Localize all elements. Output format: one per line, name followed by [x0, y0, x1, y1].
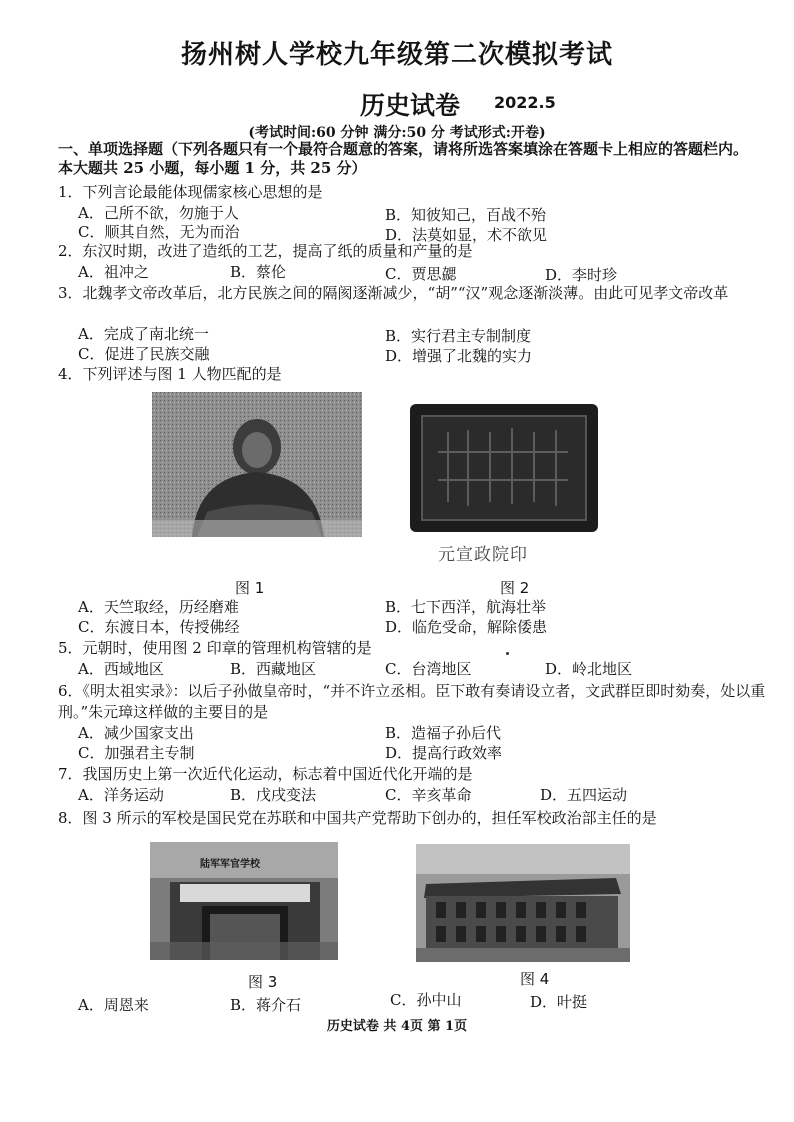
question-1-option-d: D．法莫如显，术不欲见 [385, 226, 548, 244]
question-8-option-b: B．蒋介石 [230, 996, 302, 1014]
question-5-option-d: D．岭北地区 [545, 660, 633, 678]
figure-4-building-drawing [416, 844, 630, 962]
figure-1-image [152, 392, 362, 537]
question-1-option-b: B．知彼知己，百战不殆 [385, 206, 547, 224]
question-1-option-a: A．己所不欲，勿施于人 [78, 204, 239, 222]
question-4-stem: 4．下列评述与图 1 人物匹配的是 [58, 365, 282, 383]
question-1-stem: 1．下列言论最能体现儒家核心思想的是 [58, 183, 323, 201]
figure-2-seal-label: 元宣政院印 [438, 545, 528, 565]
question-7-option-d: D．五四运动 [540, 786, 628, 804]
figure-2-seal-drawing [408, 402, 600, 534]
question-3-stem: 3．北魏孝文帝改革后，北方民族之间的隔阂逐渐减少，“胡”“汉”观念逐渐淡薄。由此可见孝文帝改革 [58, 284, 729, 302]
question-6-option-a: A．减少国家支出 [78, 724, 194, 742]
question-7-option-c: C．辛亥革命 [385, 786, 472, 804]
question-8-option-d: D．叶挺 [530, 993, 588, 1011]
figure-2-caption: 图 2 [500, 579, 530, 597]
question-4-option-c: C．东渡日本，传授佛经 [78, 618, 240, 636]
question-4-option-d: D．临危受命，解除倭患 [385, 618, 548, 636]
question-4-option-b: B．七下西洋，航海壮举 [385, 598, 547, 616]
question-2-stem: 2．东汉时期，改进了造纸的工艺，提高了纸的质量和产量的是 [58, 242, 473, 260]
scan-speck [506, 652, 509, 655]
figure-1-caption: 图 1 [235, 579, 265, 597]
question-5-option-a: A．西域地区 [78, 660, 164, 678]
question-2-option-d: D．李时珍 [545, 266, 618, 284]
question-5-stem: 5．元朝时，使用图 2 印章的管理机构管辖的是 [58, 639, 372, 657]
question-6-option-c: C．加强君主专制 [78, 744, 195, 762]
question-3-option-c: C．促进了民族交融 [78, 345, 210, 363]
question-1-option-c: C．顺其自然，无为而治 [78, 223, 240, 241]
exam-subtitle: 历史试卷 [360, 91, 461, 120]
question-2-option-c: C．贾思勰 [385, 265, 457, 283]
page-footer: 历史试卷 共 4页 第 1页 [326, 1019, 468, 1034]
figure-4-caption: 图 4 [520, 970, 550, 988]
figure-4-image [416, 844, 630, 962]
question-6-option-d: D．提高行政效率 [385, 744, 503, 762]
question-8-stem: 8．图 3 所示的军校是国民党在苏联和中国共产党帮助下创办的，担任军校政治部主任的是 [58, 809, 657, 827]
question-5-option-b: B．西藏地区 [230, 660, 317, 678]
figure-1-portrait-drawing [152, 392, 362, 537]
question-3-option-b: B．实行君主专制制度 [385, 327, 532, 345]
question-3-option-d: D．增强了北魏的实力 [385, 347, 533, 365]
question-8-option-c: C．孙中山 [390, 991, 462, 1009]
figure-3-gate-sign: 陆军军官学校 [200, 859, 260, 870]
question-7-option-a: A．洋务运动 [78, 786, 164, 804]
exam-title: 扬州树人学校九年级第二次模拟考试 [180, 40, 613, 70]
exam-year: 2022.5 [494, 93, 556, 112]
question-4-option-a: A．天竺取经，历经磨难 [78, 598, 239, 616]
section-heading: 一、单项选择题（下列各题只有一个最符合题意的答案，请将所选答案填涂在答题卡上相应的答题栏内。本大题共 25 小题，每小题 1 分，共 25 分） [58, 140, 749, 177]
exam-info: (考试时间:60 分钟 满分:50 分 考试形式:开卷) [248, 125, 546, 141]
question-7-option-b: B．戊戌变法 [230, 786, 317, 804]
figure-3-caption: 图 3 [248, 973, 278, 991]
figure-2-seal-image [408, 402, 600, 534]
question-2-option-b: B．蔡伦 [230, 263, 287, 281]
question-6-stem: 6．《明太祖实录》：以后子孙做皇帝时，“并不许立丞相。臣下敢有奏请设立者，文武群臣即时劾奏，处以重刑。”朱元璋这样做的主要目的是 [58, 682, 766, 721]
question-3-option-a: A．完成了南北统一 [78, 325, 209, 343]
question-6-option-b: B．造福子孙后代 [385, 724, 502, 742]
question-2-option-a: A．祖冲之 [78, 263, 149, 281]
question-5-option-c: C．台湾地区 [385, 660, 472, 678]
question-7-stem: 7．我国历史上第一次近代化运动，标志着中国近代化开端的是 [58, 765, 473, 783]
question-8-option-a: A．周恩来 [78, 996, 149, 1014]
